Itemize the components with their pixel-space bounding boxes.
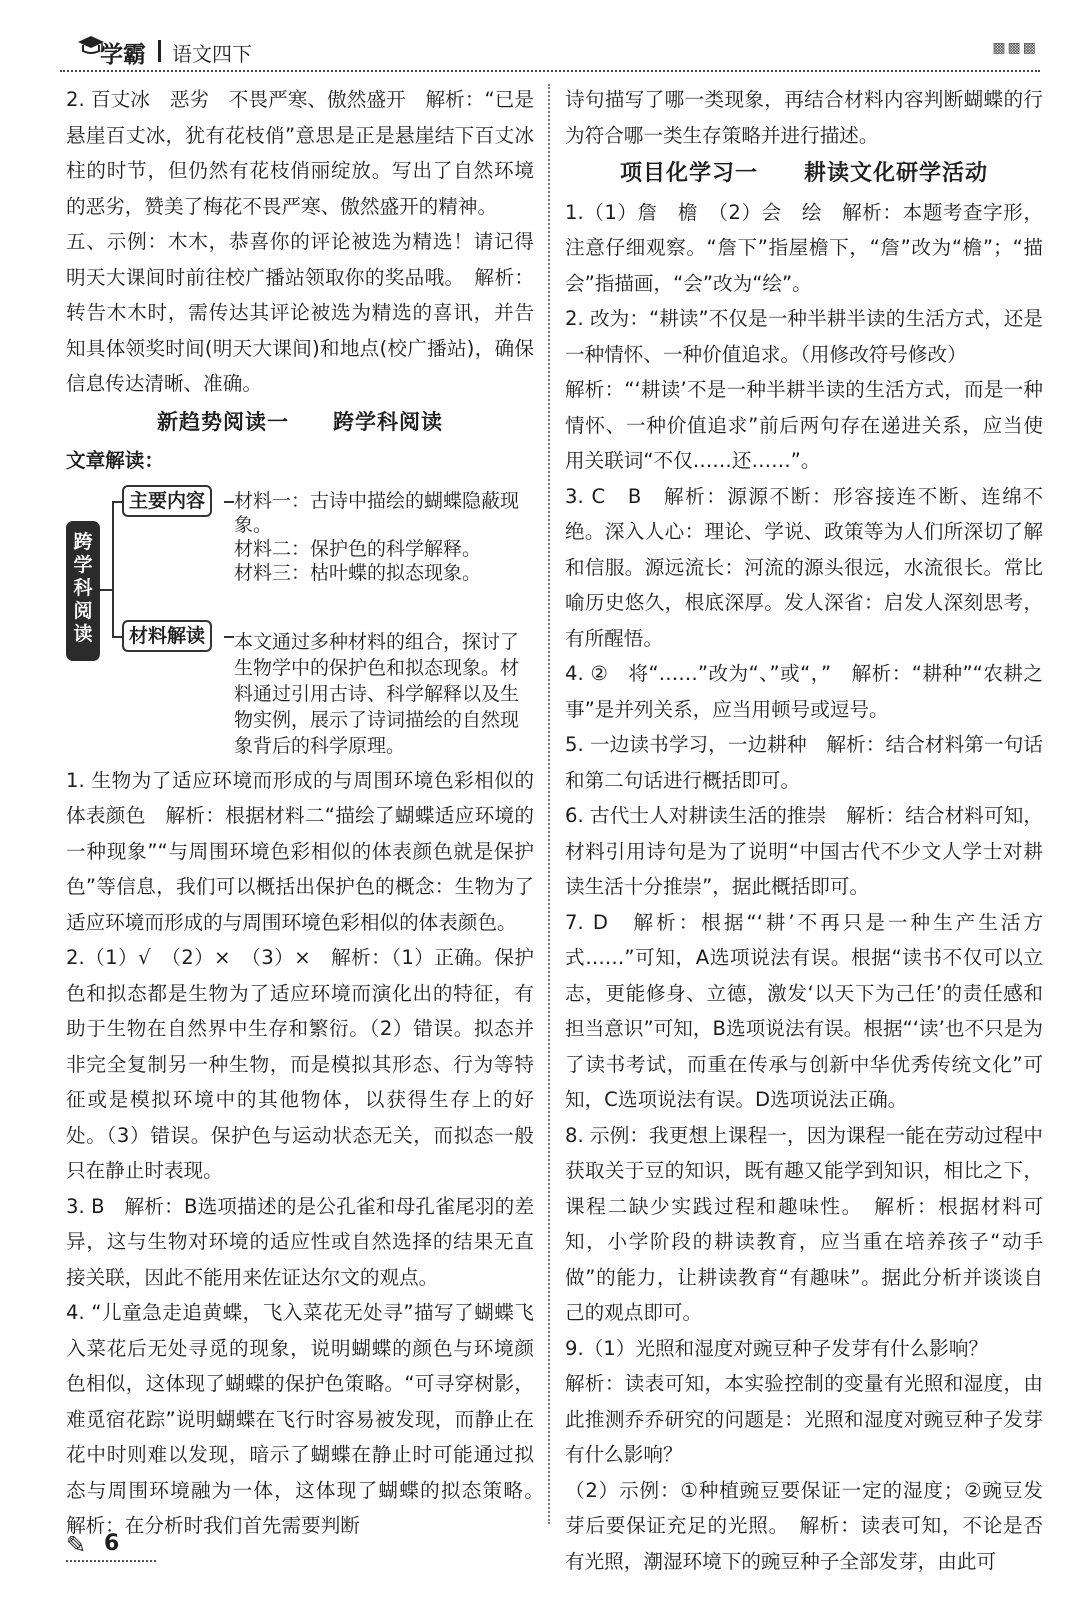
section-heading-cross-subject: 新趋势阅读一 跨学科阅读	[157, 409, 443, 434]
project-answer-2-analysis: 解析：“‘耕读’不是一种半耕半读的生活方式，而是一种情怀、一种价值追求”前后两句存在递进关系，应当使用关联词“不仅……还……”。	[565, 378, 1043, 472]
project-answer-9-2: （2）示例：①种植豌豆要保证一定的湿度；②豌豆发芽后要保证充足的光照。 解析：读表可知，不论是否有光照，潮湿环境下的豌豆种子全部发芽，由此可	[565, 1478, 1043, 1573]
project-answer-8: 8. 示例：我更想上课程一，因为课程一能在劳动过程中获取关于豆的知识，既有趣又能学到知识，相比之下，课程二缺少实践过程和趣味性。 解析：根据材料可知，小学阶段的耕读教育，应当重在培养孩子“动手做”的能力，让耕读教育“有趣味”。据此分析并谈谈自己的观点即可。	[565, 1123, 1043, 1324]
footer-rule	[66, 1560, 156, 1562]
project-answer-4: 4. ② 将“……”改为“、”或“，” 解析：“耕种”“农耕之事”是并列关系，应当用顿号或逗号。	[565, 662, 1043, 721]
mind-map-connector	[224, 636, 234, 638]
page-header	[60, 28, 1040, 72]
mind-map-branch-main-content: 主要内容	[122, 485, 212, 517]
mind-map-main-content-text: 材料一：古诗中描绘的蝴蝶隐蔽现象。 材料二：保护色的科学解释。 材料三：枯叶蝶的拟态现象。	[234, 489, 520, 584]
left-column	[66, 82, 554, 1544]
pencil-icon: ✎	[66, 1531, 87, 1559]
header-separator	[158, 40, 161, 62]
subject-title: 语文四下	[172, 42, 252, 66]
mind-map-material-reading-text: 本文通过多种材料的组合，探讨了生物学中的保护色和拟态现象。材料通过引用古诗、科学解释以及生物实例，展示了诗词描绘的自然现象背后的科学原理。	[234, 630, 520, 757]
mind-map-connector	[112, 501, 122, 503]
project-answer-1: 1.（1）詹 檐 （2）会 绘 解析：本题考查字形，注意仔细观察。“詹下”指屋檐下，“詹”改为“檐”；“描会”指描画，“会”改为“绘”。	[565, 200, 1043, 295]
project-answer-5: 5. 一边读书学习，一边耕种 解析：结合材料第一句话和第二句话进行概括即可。	[565, 733, 1043, 792]
answer-4-continued: 诗句描写了哪一类现象，再结合材料内容判断蝴蝶的行为符合哪一类生存策略并进行描述。	[565, 88, 1043, 147]
answer-2-plum: 2. 百丈冰 恶劣 不畏严寒、傲然盛开 解析：“已是悬崖百丈冰，犹有花枝俏”意思是正是悬崖结下百丈冰柱的时节，但仍然有花枝俏丽绽放。写出了自然环境的恶劣，赞美了梅花不畏严寒、傲然盛开的精神。	[66, 88, 534, 218]
answer-3: 3. B 解析：B选项描述的是公孔雀和母孔雀尾羽的差异，这与生物对环境的适应性或自然选择的结果无直接关联，因此不能用来佐证达尔文的观点。	[66, 1194, 534, 1289]
mind-map-connector	[224, 501, 234, 503]
project-answer-9-1: 9.（1）光照和湿度对豌豆种子发芽有什么影响？	[565, 1336, 989, 1360]
page-footer	[66, 1527, 166, 1563]
mind-map	[66, 479, 534, 763]
project-answer-6: 6. 古代士人对耕读生活的推崇 解析：结合材料可知，材料引用诗句是为了说明“中国古代不少文人学士对耕读生活十分推崇”，据此概括即可。	[565, 804, 1043, 898]
project-answer-2: 2. 改为：“耕读”不仅是一种半耕半读的生活方式，还是一种情怀、一种价值追求。（用修改符号修改）	[565, 307, 1043, 366]
answer-1-protective-color: 1. 生物为了适应环境而形成的与周围环境色彩相似的体表颜色 解析：根据材料二“描绘了蝴蝶适应环境的一种现象”“与周围环境色彩相似的体表颜色就是保护色”等信息，我们可以概括出保护色的概念：生物为了适应环境而形成的与周围环境色彩相似的体表颜色。	[66, 768, 534, 934]
answer-5-example: 五、示例：木木，恭喜你的评论被选为精选！请记得明天大课间时前往校广播站领取你的奖品哦。 解析：转告木木时，需传达其评论被选为精选的喜讯，并告知具体领奖时间(明天大课间)和地点(校广播站)，确保信息传达清晰、准确。	[66, 230, 534, 395]
brand-logo-text: 学霸	[100, 42, 146, 68]
mind-map-connector	[112, 636, 122, 638]
section-heading-project-learning: 项目化学习一 耕读文化研学活动	[619, 161, 988, 186]
mind-map-branch-material-reading: 材料解读	[122, 620, 212, 652]
answer-2-judgement: 2.（1）√ （2）× （3）× 解析：（1）正确。保护色和拟态都是生物为了适应环境而演化出的特征，有助于生物在自然界中生存和繁衍。（2）错误。拟态并非完全复制另一种生物，而是模拟其形态、行为等特征或是模拟环境中的其他物体，以获得生存上的好处。（3）错误。保护色与运动状态无关，而拟态一般只在静止时表现。	[66, 946, 534, 1182]
mind-map-connector	[112, 501, 114, 636]
project-answer-7: 7. D 解析：根据“‘耕’不再只是一种生产生活方式……”可知，A选项说法有误。根据“读书不仅可以立志，更能修身、立德，激发‘以天下为己任’的责任感和担当意识”可知，B选项说法有误。根据“‘读’也不只是为了读书考试，而重在传承与创新中华优秀传统文化”可知，C选项说法有误。D选项说法正确。	[565, 910, 1043, 1111]
right-column	[565, 82, 1043, 1579]
mind-map-connector	[100, 589, 112, 591]
header-rule	[60, 70, 1040, 72]
header-decoration: ▩▩▩	[992, 40, 1038, 56]
page-number: 6	[104, 1531, 120, 1556]
answer-4-butterfly: 4. “儿童急走追黄蝶，飞入菜花无处寻”描写了蝴蝶飞入菜花后无处寻觅的现象，说明蝴蝶的颜色与环境颜色相似，这体现了蝴蝶的保护色策略。“可寻穿树影，难觅宿花踪”说明蝴蝶在飞行时容易被发现，而静止在花中时则难以发现，暗示了蝴蝶在静止时可能通过拟态与周围环境融为一体，这体现了蝴蝶的拟态策略。 解析：在分析时我们首先需要判断	[66, 1301, 554, 1537]
project-answer-3: 3. C B 解析：源源不断：形容接连不断、连绵不绝。深入人心：理论、学说、政策等为人们所深切了解和信服。源远流长：河流的源头很远，水流很长。常比喻历史悠久，根底深厚。发人深省：启发人深刻思考，有所醒悟。	[565, 484, 1043, 650]
mind-map-root: 跨学科阅读	[66, 521, 100, 661]
project-answer-9-1-analysis: 解析：读表可知，本实验控制的变量有光照和湿度，由此推测乔乔研究的问题是：光照和湿度对豌豆种子发芽有什么影响？	[565, 1372, 1043, 1466]
column-divider	[548, 84, 550, 1524]
article-analysis-label: 文章解读：	[66, 449, 164, 472]
